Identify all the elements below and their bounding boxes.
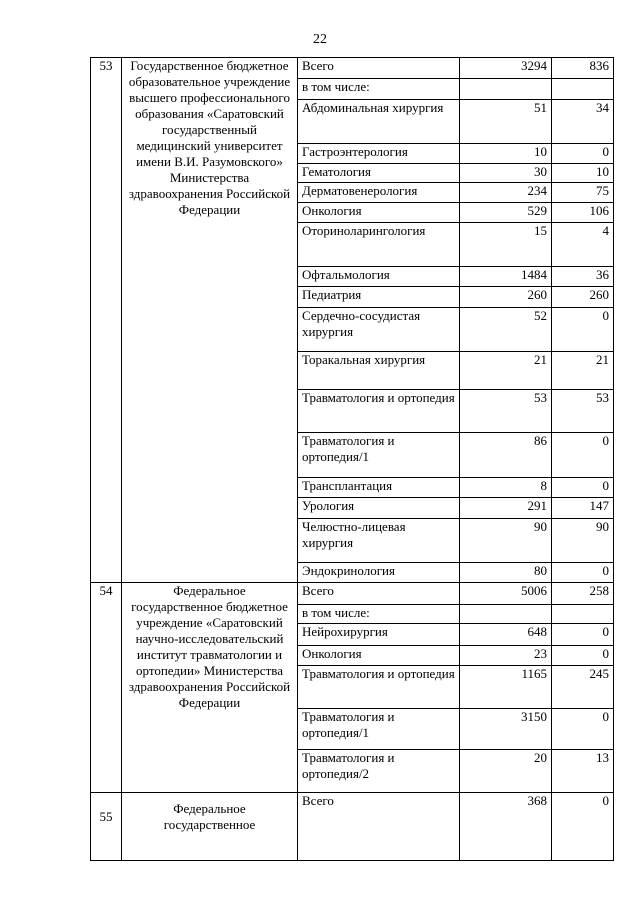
value-cell-2: 0 bbox=[552, 709, 614, 750]
value-cell-1: 10 bbox=[460, 144, 552, 164]
specialty-label-cell: Офтальмология bbox=[298, 267, 460, 287]
specialty-label-cell: Урология bbox=[298, 498, 460, 519]
specialty-label-cell: Нейрохирургия bbox=[298, 624, 460, 646]
value-cell-1: 234 bbox=[460, 183, 552, 203]
value-cell-2: 0 bbox=[552, 646, 614, 666]
value-cell-2: 13 bbox=[552, 750, 614, 793]
value-cell-1: 3294 bbox=[460, 58, 552, 79]
specialty-label-cell: Всего bbox=[298, 793, 460, 861]
value-cell-1: 1165 bbox=[460, 666, 552, 709]
value-cell-1: 21 bbox=[460, 352, 552, 390]
value-cell-2: 106 bbox=[552, 203, 614, 223]
row-number-cell: 53 bbox=[91, 58, 122, 583]
value-cell-2: 0 bbox=[552, 433, 614, 478]
value-cell-1: 20 bbox=[460, 750, 552, 793]
value-cell-1: 3150 bbox=[460, 709, 552, 750]
value-cell-2 bbox=[552, 79, 614, 100]
value-cell-2: 53 bbox=[552, 390, 614, 433]
specialty-label-cell: Абдоминальная хирургия bbox=[298, 100, 460, 144]
specialty-label-cell: Эндокринология bbox=[298, 563, 460, 583]
value-cell-2: 245 bbox=[552, 666, 614, 709]
table-row bbox=[91, 793, 614, 861]
value-cell-1: 1484 bbox=[460, 267, 552, 287]
value-cell-1: 5006 bbox=[460, 583, 552, 605]
value-cell-2: 836 bbox=[552, 58, 614, 79]
specialty-label-cell: Гематология bbox=[298, 164, 460, 183]
value-cell-1: 8 bbox=[460, 478, 552, 498]
table-row bbox=[91, 583, 614, 605]
report-table bbox=[90, 57, 614, 861]
value-cell-2: 0 bbox=[552, 144, 614, 164]
value-cell-1: 30 bbox=[460, 164, 552, 183]
value-cell-1 bbox=[460, 79, 552, 100]
value-cell-1: 368 bbox=[460, 793, 552, 861]
specialty-label-cell: Педиатрия bbox=[298, 287, 460, 308]
row-number-cell: 54 bbox=[91, 583, 122, 793]
value-cell-2: 0 bbox=[552, 478, 614, 498]
specialty-label-cell: Травматология и ортопедия/1 bbox=[298, 709, 460, 750]
value-cell-2: 90 bbox=[552, 519, 614, 563]
specialty-label-cell: Онкология bbox=[298, 203, 460, 223]
value-cell-1: 80 bbox=[460, 563, 552, 583]
value-cell-2: 36 bbox=[552, 267, 614, 287]
value-cell-2: 34 bbox=[552, 100, 614, 144]
value-cell-1: 51 bbox=[460, 100, 552, 144]
specialty-label-cell: Травматология и ортопедия/1 bbox=[298, 433, 460, 478]
value-cell-2: 0 bbox=[552, 563, 614, 583]
organization-cell: Государственное бюджетное образовательное учреждение высшего профессионального образования «Саратовский государственный медицинский университет имени В.И. Разумовского» Министерства здравоохранения Российской Федерации bbox=[122, 58, 298, 583]
value-cell-1: 529 bbox=[460, 203, 552, 223]
specialty-label-cell: Травматология и ортопедия bbox=[298, 390, 460, 433]
specialty-label-cell: Сердечно-сосудистая хирургия bbox=[298, 308, 460, 352]
specialty-label-cell: Травматология и ортопедия bbox=[298, 666, 460, 709]
value-cell-2: 10 bbox=[552, 164, 614, 183]
specialty-label-cell: Травматология и ортопедия/2 bbox=[298, 750, 460, 793]
specialty-label-cell: Онкология bbox=[298, 646, 460, 666]
value-cell-1: 15 bbox=[460, 223, 552, 267]
value-cell-2: 258 bbox=[552, 583, 614, 605]
specialty-label-cell: Трансплантация bbox=[298, 478, 460, 498]
specialty-label-cell: Челюстно-лицевая хирургия bbox=[298, 519, 460, 563]
value-cell-2: 0 bbox=[552, 624, 614, 646]
value-cell-2 bbox=[552, 605, 614, 624]
specialty-label-cell: в том числе: bbox=[298, 79, 460, 100]
organization-cell: Федеральное государственное bbox=[122, 793, 298, 861]
value-cell-2: 0 bbox=[552, 793, 614, 861]
value-cell-1: 23 bbox=[460, 646, 552, 666]
value-cell-1: 53 bbox=[460, 390, 552, 433]
value-cell-1: 90 bbox=[460, 519, 552, 563]
value-cell-2: 4 bbox=[552, 223, 614, 267]
value-cell-1: 648 bbox=[460, 624, 552, 646]
value-cell-1: 52 bbox=[460, 308, 552, 352]
value-cell-1 bbox=[460, 605, 552, 624]
value-cell-2: 21 bbox=[552, 352, 614, 390]
row-number-cell: 55 bbox=[91, 793, 122, 861]
value-cell-1: 291 bbox=[460, 498, 552, 519]
value-cell-2: 75 bbox=[552, 183, 614, 203]
table-row bbox=[91, 58, 614, 79]
value-cell-1: 260 bbox=[460, 287, 552, 308]
specialty-label-cell: Дерматовенерология bbox=[298, 183, 460, 203]
specialty-label-cell: Торакальная хирургия bbox=[298, 352, 460, 390]
value-cell-2: 147 bbox=[552, 498, 614, 519]
specialty-label-cell: Всего bbox=[298, 583, 460, 605]
value-cell-2: 0 bbox=[552, 308, 614, 352]
page-number: 22 bbox=[313, 32, 327, 47]
value-cell-2: 260 bbox=[552, 287, 614, 308]
specialty-label-cell: Всего bbox=[298, 58, 460, 79]
specialty-label-cell: в том числе: bbox=[298, 605, 460, 624]
value-cell-1: 86 bbox=[460, 433, 552, 478]
specialty-label-cell: Гастроэнтерология bbox=[298, 144, 460, 164]
report-table-body bbox=[91, 58, 614, 861]
specialty-label-cell: Оториноларингология bbox=[298, 223, 460, 267]
organization-cell: Федеральное государственное бюджетное учреждение «Саратовский научно-исследовательский институт травматологии и ортопедии» Министерства здравоохранения Российской Федерации bbox=[122, 583, 298, 793]
